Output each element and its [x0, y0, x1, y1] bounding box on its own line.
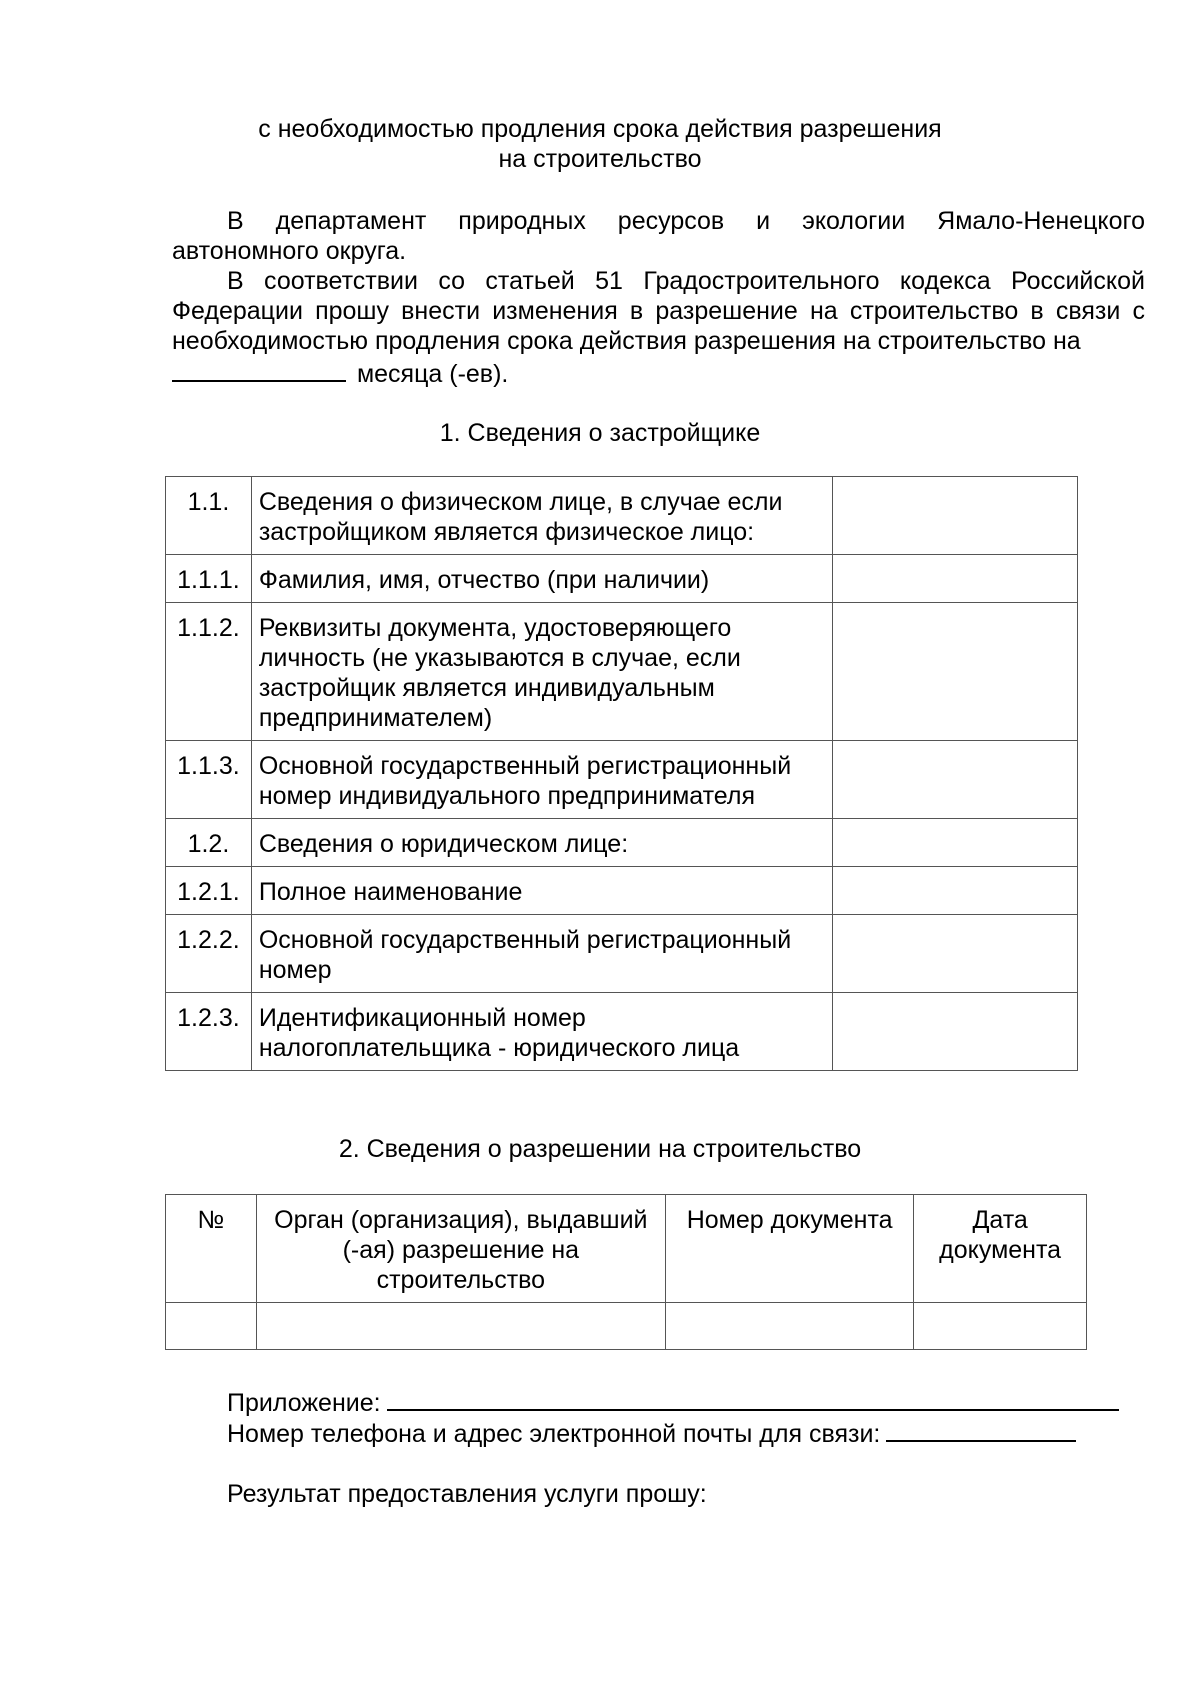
row-label: Сведения о юридическом лице: — [251, 819, 832, 867]
row-label: Сведения о физическом лице, в случае если застройщиком является физическое лицо: — [251, 477, 832, 555]
table-row — [166, 819, 1078, 867]
result-label: Результат предоставления услуги прошу: — [227, 1480, 707, 1508]
attachment-line — [227, 1387, 1127, 1418]
cell-number[interactable] — [166, 1303, 257, 1350]
table-header-row — [166, 1195, 1087, 1303]
table-row — [166, 741, 1078, 819]
developer-info-table — [165, 476, 1078, 1071]
section-1-title: 1. Сведения о застройщике — [439, 419, 761, 447]
row-number: 1.1. — [166, 477, 252, 555]
table-row — [166, 867, 1078, 915]
row-value-cell[interactable] — [832, 819, 1077, 867]
row-value-cell[interactable] — [832, 867, 1077, 915]
column-header-issuer: Орган (организация), выдавший (-ая) разрешение на строительство — [256, 1195, 665, 1303]
months-blank-field[interactable] — [172, 356, 346, 382]
contact-label: Номер телефона и адрес электронной почты для связи: — [227, 1420, 881, 1448]
row-label: Основной государственный регистрационный номер индивидуального предпринимателя — [251, 741, 832, 819]
row-label: Полное наименование — [251, 867, 832, 915]
table-row — [166, 993, 1078, 1071]
row-number: 1.1.3. — [166, 741, 252, 819]
table-row — [166, 1303, 1087, 1350]
column-header-number: № — [166, 1195, 257, 1303]
row-value-cell[interactable] — [832, 477, 1077, 555]
row-label: Фамилия, имя, отчество (при наличии) — [251, 555, 832, 603]
addressee-paragraph: В департамент природных ресурсов и экологии Ямало-Ненецкого автономного округа. — [172, 207, 1145, 265]
request-paragraph — [172, 266, 1145, 389]
row-value-cell[interactable] — [832, 993, 1077, 1071]
cell-doc-number[interactable] — [666, 1303, 914, 1350]
permit-info-table — [165, 1194, 1087, 1350]
months-suffix: месяца (-ев). — [356, 360, 509, 388]
attachment-blank-field[interactable] — [387, 1387, 1119, 1411]
section-2-title: 2. Сведения о разрешении на строительство — [338, 1135, 862, 1163]
document-title — [0, 114, 1200, 174]
footer-section — [227, 1387, 1127, 1509]
request-text: В соответствии со статьей 51 Градостроительного кодекса Российской Федерации прошу внести изменения в разрешение на строительство в связи с необходимостью продления срока действия разрешения на строительство на — [172, 267, 1145, 355]
row-number: 1.1.1. — [166, 555, 252, 603]
row-value-cell[interactable] — [832, 741, 1077, 819]
row-value-cell[interactable] — [832, 915, 1077, 993]
row-number: 1.2. — [166, 819, 252, 867]
row-number: 1.2.1. — [166, 867, 252, 915]
row-label: Основной государственный регистрационный номер — [251, 915, 832, 993]
row-value-cell[interactable] — [832, 555, 1077, 603]
title-line-1: с необходимостью продления срока действия разрешения — [258, 115, 942, 143]
table-row — [166, 603, 1078, 741]
title-line-2: на строительство — [498, 145, 702, 173]
contact-line — [227, 1418, 1127, 1449]
intro-text — [172, 206, 1145, 389]
cell-doc-date[interactable] — [914, 1303, 1087, 1350]
row-label: Реквизиты документа, удостоверяющего личность (не указываются в случае, если застройщик является индивидуальным предпринимателем) — [251, 603, 832, 741]
row-value-cell[interactable] — [832, 603, 1077, 741]
table-row — [166, 915, 1078, 993]
row-number: 1.2.3. — [166, 993, 252, 1071]
column-header-doc-number: Номер документа — [666, 1195, 914, 1303]
row-number: 1.1.2. — [166, 603, 252, 741]
contact-blank-field[interactable] — [886, 1418, 1076, 1442]
table-row — [166, 477, 1078, 555]
row-number: 1.2.2. — [166, 915, 252, 993]
column-header-doc-date: Дата документа — [914, 1195, 1087, 1303]
row-label: Идентификационный номер налогоплательщика - юридического лица — [251, 993, 832, 1071]
table-row — [166, 555, 1078, 603]
cell-issuer[interactable] — [256, 1303, 665, 1350]
attachment-label: Приложение: — [227, 1389, 381, 1417]
